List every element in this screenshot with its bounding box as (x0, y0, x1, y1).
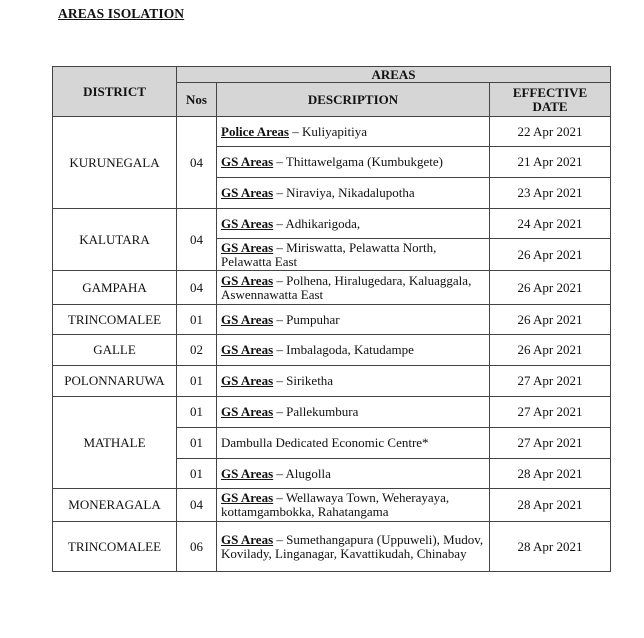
description-cell (217, 209, 490, 239)
area-type-label: GS Areas (221, 531, 274, 547)
description-cell (217, 239, 490, 271)
district-cell: TRINCOMALEE (53, 522, 177, 572)
date-cell: 22 Apr 2021 (490, 117, 611, 147)
nos-cell: 04 (177, 117, 217, 209)
area-names: – Miriswatta, Pelawatta North, Pelawatta East (221, 239, 437, 269)
district-cell: TRINCOMALEE (53, 305, 177, 335)
area-names: – Niraviya, Nikadalupotha (273, 185, 415, 200)
table-row (53, 335, 611, 366)
date-cell: 26 Apr 2021 (490, 335, 611, 366)
area-names: – Adhikarigoda, (273, 215, 361, 231)
nos-cell: 04 (177, 271, 217, 305)
area-type-label: Police Areas (221, 123, 289, 139)
district-cell: GAMPAHA (53, 271, 177, 305)
nos-cell: 04 (177, 489, 217, 522)
nos-cell: 02 (177, 335, 217, 366)
date-cell: 28 Apr 2021 (490, 459, 611, 489)
area-names: – Siriketha (273, 373, 334, 388)
header-areas: AREAS (177, 67, 611, 83)
header-effective-date (490, 83, 611, 117)
date-cell: 28 Apr 2021 (490, 522, 611, 572)
area-names: – Pumpuhar (273, 311, 340, 327)
area-type-label: GS Areas (221, 311, 274, 327)
table-row (53, 366, 611, 397)
area-type-label: GS Areas (221, 272, 274, 288)
table-row (53, 522, 611, 572)
area-names: – Alugolla (273, 465, 331, 481)
table-row (53, 209, 611, 239)
area-type-label: GS Areas (221, 215, 274, 231)
header-effective-date-line2: DATE (532, 98, 568, 114)
areas-isolation-table (52, 66, 611, 572)
area-type-label: GS Areas (221, 154, 274, 169)
nos-cell: 01 (177, 428, 217, 459)
area-type-label: GS Areas (221, 239, 274, 255)
date-cell: 26 Apr 2021 (490, 271, 611, 305)
area-names: – Thittawelgama (Kumbukgete) (273, 154, 443, 169)
header-effective-date-line1: EFFECTIVE (512, 84, 588, 100)
page-title: AREAS ISOLATION (58, 6, 185, 21)
description-cell (217, 522, 490, 572)
date-cell: 23 Apr 2021 (490, 178, 611, 209)
district-cell: KALUTARA (53, 209, 177, 271)
date-cell: 28 Apr 2021 (490, 489, 611, 522)
district-cell: KURUNEGALA (53, 117, 177, 209)
area-type-label: GS Areas (221, 185, 274, 200)
table-row (53, 271, 611, 305)
nos-cell: 01 (177, 366, 217, 397)
area-type-label: GS Areas (221, 465, 274, 481)
description-cell (217, 428, 490, 459)
date-cell: 26 Apr 2021 (490, 239, 611, 271)
date-cell: 26 Apr 2021 (490, 305, 611, 335)
nos-cell: 01 (177, 305, 217, 335)
description-cell (217, 397, 490, 428)
district-cell: MATHALE (53, 397, 177, 489)
date-cell: 27 Apr 2021 (490, 428, 611, 459)
description-cell (217, 271, 490, 305)
area-names: Dambulla Dedicated Economic Centre* (221, 435, 429, 450)
area-type-label: GS Areas (221, 373, 274, 388)
date-cell: 27 Apr 2021 (490, 366, 611, 397)
description-cell (217, 305, 490, 335)
description-cell (217, 459, 490, 489)
area-type-label: GS Areas (221, 490, 274, 505)
table-row (53, 117, 611, 147)
date-cell: 24 Apr 2021 (490, 209, 611, 239)
area-names: – Wellawaya Town, Weherayaya, kottamgambokka, Rahatangama (221, 490, 450, 519)
header-district: DISTRICT (53, 67, 177, 117)
table-row (53, 305, 611, 335)
table-row (53, 397, 611, 428)
description-cell (217, 147, 490, 178)
description-cell (217, 489, 490, 522)
nos-cell: 04 (177, 209, 217, 271)
nos-cell: 06 (177, 522, 217, 572)
area-type-label: GS Areas (221, 404, 274, 419)
date-cell: 21 Apr 2021 (490, 147, 611, 178)
district-cell: POLONNARUWA (53, 366, 177, 397)
nos-cell: 01 (177, 459, 217, 489)
description-cell (217, 117, 490, 147)
description-cell (217, 178, 490, 209)
table-row (53, 489, 611, 522)
header-nos: Nos (177, 83, 217, 117)
area-names: – Pallekumbura (273, 404, 359, 419)
nos-cell: 01 (177, 397, 217, 428)
area-names: – Kuliyapitiya (289, 123, 367, 139)
description-cell (217, 366, 490, 397)
header-description: DESCRIPTION (217, 83, 490, 117)
area-names: – Imbalagoda, Katudampe (273, 342, 414, 357)
date-cell: 27 Apr 2021 (490, 397, 611, 428)
description-cell (217, 335, 490, 366)
district-cell: GALLE (53, 335, 177, 366)
district-cell: MONERAGALA (53, 489, 177, 522)
area-names: – Sumethangapura (Uppuweli), Mudov, Kovilady, Linganagar, Kavattikudah, Chinabay (221, 531, 484, 561)
area-names: – Polhena, Hiralugedara, Kaluaggala, Aswennawatta East (221, 272, 472, 302)
area-type-label: GS Areas (221, 342, 274, 357)
